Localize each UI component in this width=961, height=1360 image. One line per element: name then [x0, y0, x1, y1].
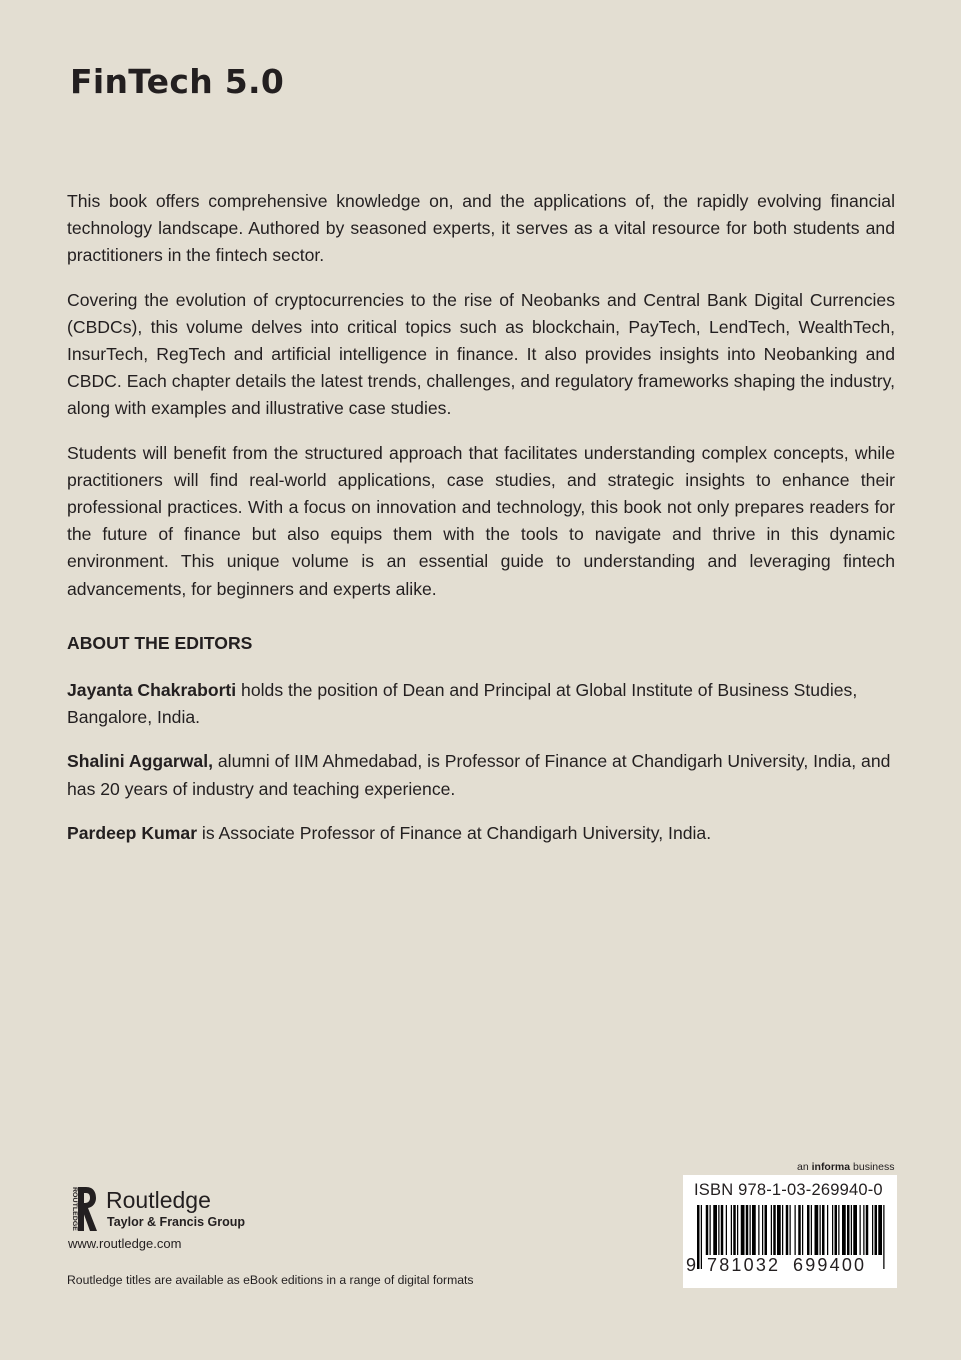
barcode-bar — [860, 1205, 861, 1255]
editors-list — [67, 677, 895, 864]
barcode-bar — [875, 1205, 878, 1255]
barcode-bar — [733, 1205, 736, 1255]
routledge-logo-icon — [66, 1185, 98, 1233]
about-editors-heading: ABOUT THE EDITORS — [67, 633, 253, 653]
barcode-bar — [773, 1205, 776, 1255]
barcode-bar — [786, 1205, 789, 1255]
barcode-bar — [872, 1205, 873, 1255]
barcode-bar — [835, 1205, 838, 1255]
barcode-bar — [721, 1205, 724, 1255]
barcode-bar — [718, 1205, 719, 1255]
book-title: FinTech 5.0 — [70, 62, 285, 101]
barcode-bar — [765, 1205, 768, 1255]
barcode-bar — [706, 1205, 709, 1255]
publisher-url: www.routledge.com — [68, 1236, 182, 1251]
barcode-bar — [713, 1205, 717, 1255]
barcode-bar — [807, 1205, 810, 1255]
barcode-bar — [758, 1205, 759, 1255]
barcode-bar — [701, 1205, 702, 1269]
description-paragraph-1: This book offers comprehensive knowledge on, and the applications of, the rapidly evolving financial technology landscape. Authored by seasoned experts, it serves as a vital resource for both students and practitioners in the fintech sector. — [67, 191, 895, 266]
svg-text:ROUTLEDGE: ROUTLEDGE — [71, 1187, 78, 1226]
isbn-label: ISBN 978-1-03-269940-0 — [694, 1181, 883, 1199]
publisher-group: Taylor & Francis Group — [107, 1215, 245, 1229]
editor-name: Shalini Aggarwal, — [67, 751, 213, 772]
barcode-bar — [741, 1205, 745, 1255]
editor-description: holds the position of Dean and Principal at Global Institute of Business Studies, Bangalore, India. — [67, 680, 858, 728]
publisher-name: Routledge — [106, 1187, 211, 1213]
barcode-bar — [853, 1205, 857, 1255]
barcode-bar — [842, 1205, 846, 1255]
barcode-bar — [811, 1205, 812, 1255]
ebook-note: Routledge titles are available as eBook editions in a range of digital formats — [67, 1273, 474, 1287]
editor-name: Jayanta Chakraborti — [67, 680, 237, 700]
barcode-bar — [866, 1205, 869, 1255]
editor-description: is Associate Professor of Finance at Chandigarh University, India. — [197, 822, 712, 843]
description-paragraph-2: Covering the evolution of cryptocurrencies to the rise of Neobanks and Central Bank Digital Currencies (CBDCs), this volume delves into critical topics such as blockchain, PayTech, LendTech, WealthTech, InsurTech, RegTech and artificial intelligence in finance. It also provides insights into Neobanking and CBDC. Each chapter details the latest trends, challenges, and regulatory frameworks shaping the industry, along with examples and illustrative case studies. — [67, 289, 895, 419]
barcode-bar — [762, 1205, 763, 1255]
description-paragraph-3: Students will benefit from the structured approach that facilitates understanding complex concepts, while practitioners will find real-world applications, case studies, and strategic insights to enhance their professional practices. With a focus on innovation and technology, this book not only prepares readers for the future of finance but also equips them with the tools to navigate and thrive in this dynamic environment. This unique volume is an essential guide to understanding and leveraging fintech advancements, for beginners and experts alike. — [67, 442, 895, 599]
barcode-bar — [827, 1205, 828, 1255]
informa-business-tagline: an informa business — [797, 1161, 895, 1173]
isbn-left-digits: 781032 — [707, 1255, 781, 1275]
barcode-bar — [883, 1205, 884, 1269]
barcode-bar — [777, 1205, 781, 1255]
barcode-bar — [815, 1205, 819, 1255]
book-description — [67, 188, 895, 620]
editor-description: alumni of IIM Ahmedabad, is Professor of Finance at Chandigarh University, India, and has 20 years of industry and teaching experience. — [67, 751, 891, 799]
barcode-bar — [838, 1205, 839, 1255]
editor-name: Pardeep Kumar — [67, 822, 198, 843]
barcode-bar — [802, 1205, 803, 1255]
informa-brand: informa — [811, 1161, 851, 1173]
editor-bio-1 — [67, 677, 895, 731]
barcode-bar — [790, 1205, 791, 1255]
barcode-bar — [822, 1205, 825, 1255]
editor-bio-2 — [67, 748, 895, 802]
barcode-bar — [710, 1205, 711, 1255]
barcode-bar — [752, 1205, 756, 1255]
barcode-bar — [731, 1205, 732, 1255]
isbn-right-digits: 699400 — [793, 1255, 867, 1275]
barcode-bar — [820, 1205, 821, 1255]
barcode-bar — [847, 1205, 850, 1255]
isbn-lead-digit: 9 — [686, 1255, 699, 1275]
barcode-bar — [771, 1205, 772, 1255]
barcode-bar — [750, 1205, 751, 1255]
barcode-bar — [782, 1205, 783, 1255]
barcode-bar — [832, 1205, 833, 1255]
editor-bio-3 — [67, 820, 895, 847]
barcode-bar — [878, 1205, 882, 1255]
barcode-bar — [863, 1205, 864, 1255]
isbn-barcode — [683, 1175, 897, 1288]
barcode-bar — [851, 1205, 852, 1255]
barcode-bar — [798, 1205, 801, 1255]
barcode-bar — [737, 1205, 738, 1255]
barcode-bar — [726, 1205, 727, 1255]
barcode-bar — [746, 1205, 749, 1255]
